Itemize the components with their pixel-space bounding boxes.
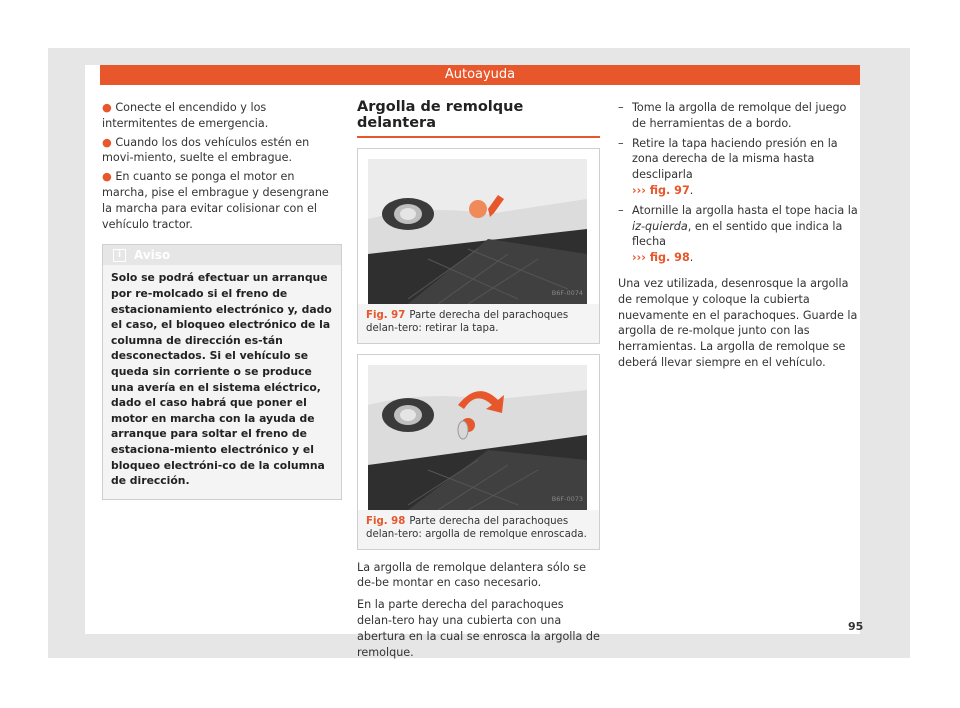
bullet-icon: ● [102, 170, 116, 184]
aviso-title: Aviso [134, 248, 171, 263]
bullet-text: Cuando los dos vehículos estén en movi-miento, suelte el embrague. [102, 135, 310, 165]
bumper-illustration [368, 159, 587, 304]
aviso-text: Solo se podrá efectuar un arranque por re-molcado si el freno de estacionamiento electrónico y, dado el caso, el bloqueo electrónico de la columna de dirección es-tán desconectados. Si el vehículo se queda sin corriente o se produce una avería en el sistema eléctrico, dado el caso habrá que poner el motor en marcha con la ayuda de arranque para soltar el freno de estaciona-miento electrónico y el bloqueo electróni-co de la columna de dirección. [103, 265, 341, 498]
page-number: 95 [848, 620, 864, 633]
step-body: Retire la tapa haciendo presión en la zona derecha de la misma hasta descliparla [632, 136, 838, 182]
step-item [618, 136, 860, 199]
bullet-item [102, 169, 342, 232]
column-left [102, 100, 342, 500]
paragraph: En la parte derecha del parachoques delan-tero hay una cubierta con una abertura en la cual se enrosca la argolla de remolque. [357, 598, 600, 659]
caption-text: Parte derecha del parachoques delan-tero: retirar la tapa. [366, 309, 569, 334]
dash-marker: – [618, 136, 624, 150]
step-text: Tome la argolla de remolque del juego de herramientas de a bordo. [632, 101, 847, 130]
step-emphasis: iz-quierda [632, 219, 688, 233]
bullet-text: Conecte el encendido y los intermitentes de emergencia. [102, 101, 269, 130]
figure-caption [358, 510, 599, 549]
dash-marker: – [618, 203, 624, 217]
bumper-photo-97 [368, 159, 587, 304]
column-middle [357, 100, 600, 660]
step-item [618, 100, 860, 132]
figure-caption [358, 304, 599, 343]
column-right [618, 100, 860, 371]
section-title: Argolla de remolque delantera [357, 100, 600, 138]
figure-reference-link[interactable]: ››› fig. 97 [632, 183, 690, 197]
aviso-header [103, 245, 341, 265]
step-text: Retire la tapa haciendo presión en la zona derecha de la misma hasta descliparla ››› fig. 97. [632, 136, 838, 197]
paragraph: La argolla de remolque delantera sólo se de-be montar en caso necesario. [357, 560, 586, 590]
step-text: Atornille la argolla hasta el tope hacia la iz-quierda, en el sentido que indica la flecha ››› fig. 98. [632, 203, 858, 265]
bumper-photo-98 [368, 365, 587, 510]
figure-label: Fig. 97 [366, 309, 406, 321]
step-body: , en el sentido que indica la flecha [632, 219, 843, 249]
step-body: Atornille la argolla hasta el tope hacia la [632, 203, 858, 217]
page-header: Autoayuda [100, 65, 860, 85]
bullet-item [102, 135, 342, 167]
figure-code: B6F-0074 [551, 288, 583, 297]
figure-reference-link[interactable]: ››› fig. 98 [632, 251, 690, 265]
bullet-text: En cuanto se ponga el motor en marcha, pise el embrague y desengrane la marcha para evitar colisionar con el vehículo tractor. [102, 170, 329, 231]
figure-code: B6F-0073 [551, 494, 583, 503]
figure-98 [357, 354, 600, 550]
aviso-box [102, 244, 342, 499]
figure-97 [357, 148, 600, 344]
step-item [618, 203, 860, 266]
caption-text: Parte derecha del parachoques delan-tero: argolla de remolque enroscada. [366, 515, 587, 540]
dash-marker: – [618, 101, 624, 114]
bullet-icon: ● [102, 135, 116, 149]
bullet-item [102, 100, 342, 132]
info-icon: i [113, 249, 126, 262]
bumper-illustration [368, 365, 587, 510]
figure-label: Fig. 98 [366, 515, 406, 527]
paragraph: Una vez utilizada, desenrosque la argolla de remolque y coloque la cubierta nuevamente en el parachoques. Guarde la argolla de re-molque junto con las herramientas. La argolla de remolque se deberá llevar siempre en el vehículo. [618, 276, 858, 369]
bullet-icon: ● [102, 101, 116, 114]
